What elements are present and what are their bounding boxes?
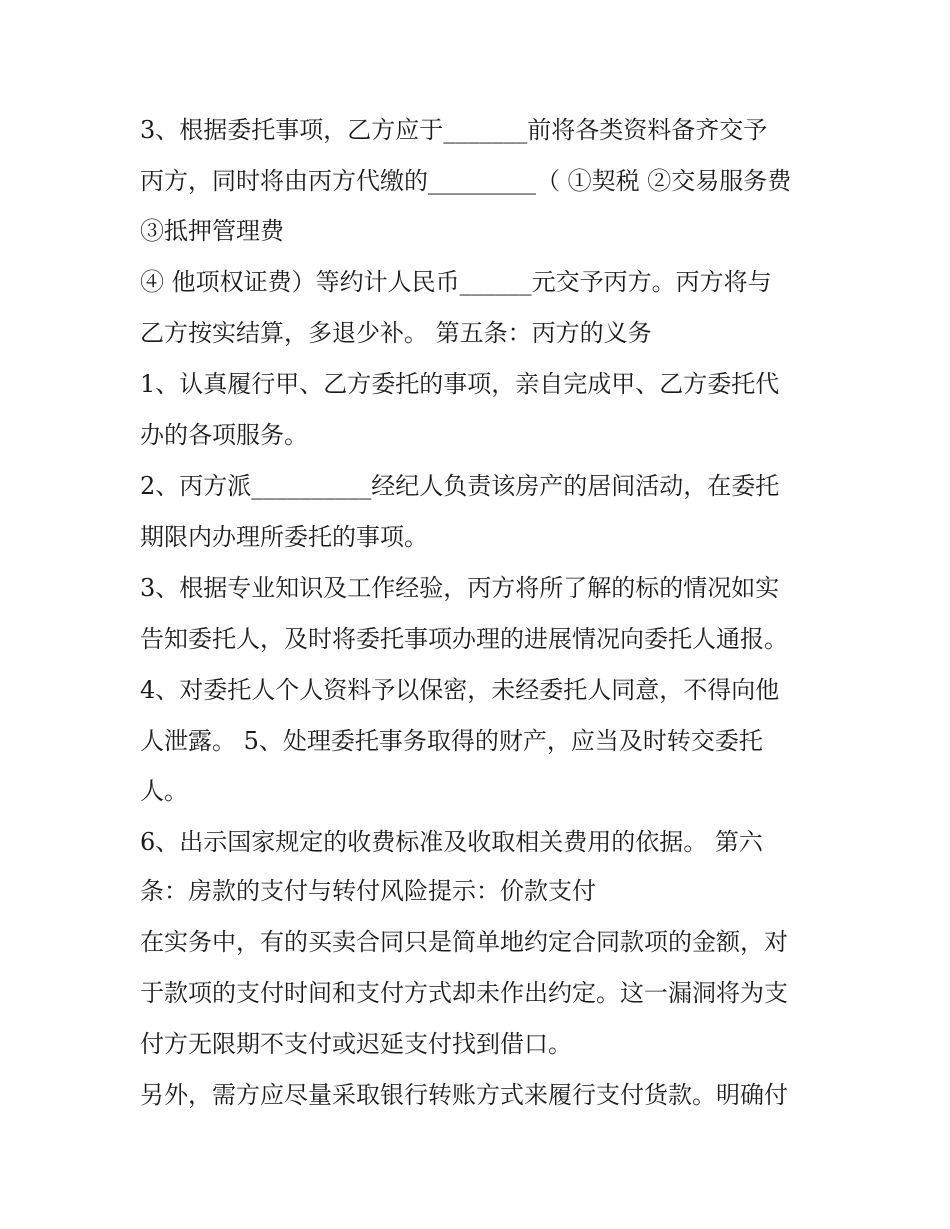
text-line: 6、出示国家规定的收费标准及收取相关费用的依据。 第六 — [140, 828, 763, 856]
text-line: 付方无限期不支付或迟延支付找到借口。 — [140, 1030, 572, 1058]
text-line: ③抵押管理费 — [140, 217, 284, 245]
text-line: 3、根据专业知识及工作经验，丙方将所了解的标的情况如实 — [140, 574, 780, 602]
text-line: ④ 他项权证费）等约计人民币______元交予丙方。丙方将与 — [140, 268, 772, 296]
text-line: 人。 — [140, 777, 188, 805]
text-line: 4、对委托人个人资料予以保密，未经委托人同意，不得向他 — [140, 676, 780, 704]
text-line: 于款项的支付时间和支付方式却未作出约定。这一漏洞将为支 — [140, 979, 788, 1007]
text-line: 丙方，同时将由丙方代缴的_________（ ①契税 ②交易服务费 — [140, 167, 792, 195]
text-line: 在实务中，有的买卖合同只是简单地约定合同款项的金额，对 — [140, 928, 788, 956]
text-line: 期限内办理所委托的事项。 — [140, 523, 428, 551]
text-line: 告知委托人，及时将委托事项办理的进展情况向委托人通报。 — [140, 625, 788, 653]
text-line: 办的各项服务。 — [140, 421, 308, 449]
text-line: 人泄露。 5、处理委托事务取得的财产，应当及时转交委托 — [140, 727, 763, 755]
text-line: 另外，需方应尽量采取银行转账方式来履行支付货款。明确付 — [140, 1081, 788, 1109]
text-line: 3、根据委托事项，乙方应于_______前将各类资料备齐交予 — [140, 116, 768, 144]
text-line: 2、丙方派__________经纪人负责该房产的居间活动，在委托 — [140, 472, 780, 500]
text-line: 1、认真履行甲、乙方委托的事项，亲自完成甲、乙方委托代 — [140, 370, 780, 398]
text-line: 条：房款的支付与转付风险提示：价款支付 — [140, 877, 596, 905]
text-line: 乙方按实结算，多退少补。 第五条：丙方的义务 — [140, 319, 652, 347]
